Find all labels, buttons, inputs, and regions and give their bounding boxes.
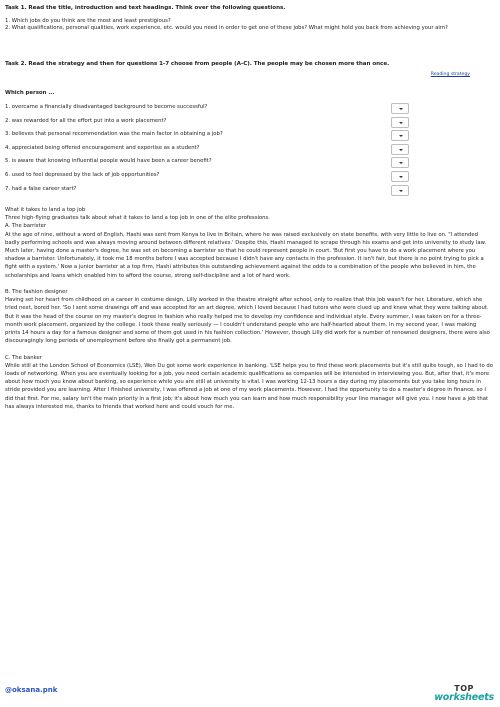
chevron-down-icon [399,108,403,110]
section-a-text: At the age of nine, without a word of English, Hashi was sent from Kenya to live in Britain, where he was raised exclusively on state benefits, with very little to live on. "I attended badly performing schools and was always moving around between different relatives.' Despite this, Hashi managed to scrape through his exams and get into university to study law. Much later, having done a master's degree, he was set on becoming a barrister so that he could represent people in court. 'But first you have to do a work placement where you shadow a barrister. Unfortunately, it took me 18 months before I was accepted because I didn't have any contacts in the profession. It isn't fair, but there is no point trying to pick a fight with a system.' Now a junior barrister at a top firm, Hashi attributes this outstanding achievement against the odds to a combination of the people who believed in him, the scholarships and loans which enabled him to afford the course, strong self-discipline and a lot of hard work. [5,231,487,279]
which-person-label: Which person ... [5,90,55,96]
question-3: 3. believes that personal recommendation was the main factor in obtaining a job? [5,131,223,137]
chevron-down-icon [399,176,403,178]
logo-top: TOP [454,684,474,693]
section-b-text: Having set her heart from childhood on a career in costume design, Lilly worked in the theatre straight after school, only to realize that this job wasn't for her. Literature, which she tried next, bored her. 'So I sent some drawings off and was accepted for an art degree, which I loved because I had tutors who were clued up and knew what they were talking about. But it was the head of the course on my master's degree in fashion who really helped me to develop my confidence and individual style. Every summer, I was taken on for a three-month work placement, organized by the college. I took these really seriously — I couldn't understand people who are half-hearted about them. In my second year, I was making prints 14 hours a day for a famous designer and some of them got used in his fashion collection.' However, though Lilly did work for a number of renowned designers, there were also discouragingly long periods of unemployment before she finally got a permanent job. [5,297,490,345]
reading-strategy-link[interactable]: Reading strategy [430,72,470,77]
question-1: 1. overcame a financially disadvantaged background to become successful? [5,104,208,110]
task1-question-1: 1. Which jobs do you think are the most and least prestigious? [5,18,171,24]
section-a-heading: A. The barrister [5,223,47,230]
logo-bottom: worksheets [434,692,494,703]
author-handle: @oksana.pnk [5,686,58,694]
article [5,206,493,411]
answer-dropdown-6[interactable] [391,171,409,182]
answer-dropdown-3[interactable] [391,130,409,141]
answer-dropdown-1[interactable] [391,103,409,114]
question-6: 6. used to feel depressed by the lack of job opportunities? [5,172,160,178]
article-intro: Three high-flying graduates talk about what it takes to land a top job in one of the elite professions. [5,215,270,222]
task1-questions [5,18,492,32]
chevron-down-icon [399,122,403,124]
answer-dropdown-7[interactable] [391,185,409,196]
section-b-heading: B. The fashion designer [5,289,68,296]
chevron-down-icon [399,162,403,164]
task2-heading: Task 2. Read the strategy and then for questions 1-7 choose from people (A-C). The people may be chosen more than once. [5,61,390,67]
task1-heading: Task 1. Read the title, introduction and text headings. Think over the following questions. [5,5,286,11]
answer-dropdown-5[interactable] [391,157,409,168]
question-7: 7. had a false career start? [5,186,77,192]
section-c-heading: C. The banker [5,354,42,361]
task1-question-2: 2. What qualifications, personal qualities, work experience, etc. would you need in order to get one of these jobs? What might hold you back from achieving your aim? [5,25,448,32]
question-2: 2. was rewarded for all the effort put into a work placement? [5,118,167,124]
chevron-down-icon [399,149,403,151]
chevron-down-icon [399,190,403,192]
question-4: 4. appreciated being offered encouragement and expertise as a student? [5,145,200,151]
article-title: What it takes to land a top job [5,207,86,213]
paragraph-gap [5,345,493,353]
section-c-text: While still at the London School of Economics (LSE), Wen Du got some work experience in banking. 'LSE helps you to find these work placements but it's still quite tough, so I had to do loads of networking. When you are eventually looking for a job, you need certain academic qualifications as companies will be interested in interviewing you. But, after that, it's more about how much you know about banking, so experience while you are still at university is vital. I was working 12-13 hours a day during my placements but you take long hours in stride provided you are learning. After I finished university, I was offered a job at one of my work placements. However, I had the opportunity to do a master's degree in finance, so I did that first. For me, salary isn't the main priority in a first job; it's about how much you can learn and how much responsibility your line manager will give you. I now have a job that has always interested me, thanks to friends that worked here and could vouch for me. [5,362,493,410]
paragraph-gap [5,280,493,288]
question-5: 5. is aware that knowing influential people would have been a career benefit? [5,158,212,164]
answer-dropdown-4[interactable] [391,144,409,155]
top-worksheets-logo [434,684,494,702]
chevron-down-icon [399,135,403,137]
answer-dropdown-2[interactable] [391,117,409,128]
